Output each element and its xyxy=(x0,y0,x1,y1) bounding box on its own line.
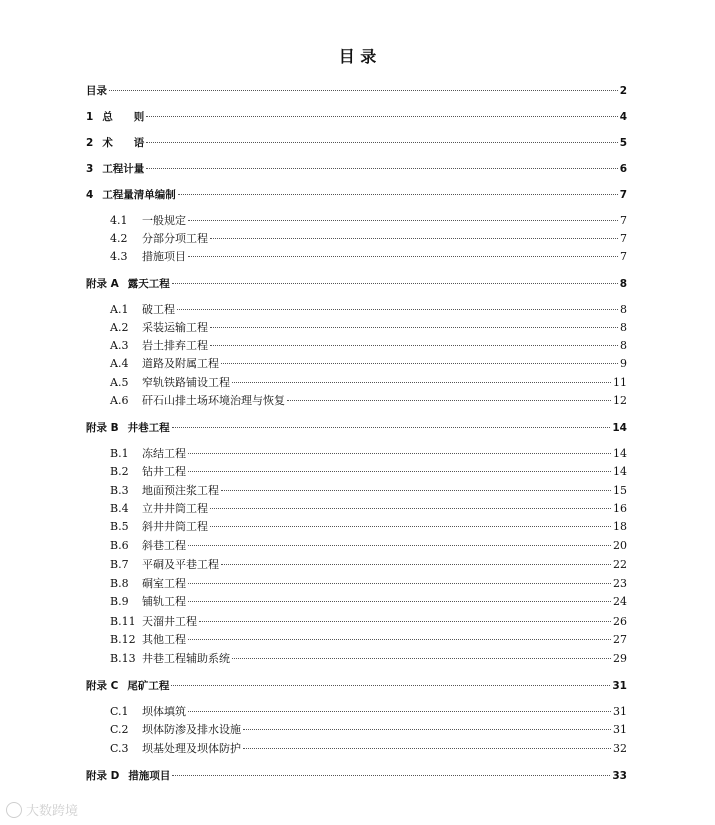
toc-entry-page: 33 xyxy=(612,770,627,782)
toc-entry[interactable] xyxy=(110,741,627,757)
toc-entry-label: 坝体填筑 xyxy=(142,705,186,718)
toc-entry-label: 平硐及平巷工程 xyxy=(142,558,219,571)
toc-entry-number: 附录 A xyxy=(86,278,119,290)
toc-entry-page: 23 xyxy=(613,577,627,590)
toc-entry-page: 4 xyxy=(619,111,627,123)
toc-entry-label: 立井井筒工程 xyxy=(142,502,208,515)
toc-entry-number: B.3 xyxy=(110,484,129,497)
toc-entry-label: 钻井工程 xyxy=(142,465,186,478)
toc-entry[interactable] xyxy=(110,614,627,630)
toc-entry[interactable] xyxy=(110,632,627,648)
toc-entry-page: 14 xyxy=(612,422,627,434)
toc-entry[interactable] xyxy=(110,557,627,573)
toc-entry-label: 铺轨工程 xyxy=(142,595,186,608)
toc-entry-number: B.4 xyxy=(110,502,129,515)
toc-entry-label: 斜巷工程 xyxy=(142,539,186,552)
toc-dot-leader xyxy=(287,399,611,401)
toc-entry[interactable] xyxy=(110,651,627,667)
toc-entry-label: 工程计量 xyxy=(102,163,145,175)
toc-entry-label: 天溜井工程 xyxy=(142,615,197,628)
toc-entry-label: 分部分项工程 xyxy=(142,232,208,245)
toc-entry-page: 29 xyxy=(613,652,627,665)
toc-dot-leader xyxy=(172,282,618,284)
toc-entry-label: 其他工程 xyxy=(142,633,186,646)
toc-dot-leader xyxy=(243,728,611,730)
toc-entry-number: A.6 xyxy=(110,394,129,407)
toc-entry-page: 31 xyxy=(613,705,627,718)
toc-entry-page: 26 xyxy=(613,615,627,628)
toc-entry[interactable] xyxy=(110,249,627,265)
toc-entry-label: 道路及附属工程 xyxy=(142,357,219,370)
toc-entry[interactable] xyxy=(86,161,627,177)
toc-entry-page: 7 xyxy=(620,214,627,227)
toc-entry-number: B.5 xyxy=(110,520,129,533)
toc-entry-number: B.11 xyxy=(110,615,136,628)
toc-dot-leader xyxy=(109,89,618,91)
toc-entry-label: 窄轨铁路铺设工程 xyxy=(142,376,230,389)
watermark xyxy=(6,800,78,819)
toc-entry-label: 采装运输工程 xyxy=(142,321,208,334)
toc-entry[interactable] xyxy=(110,375,627,391)
toc-entry-label: 地面预注浆工程 xyxy=(142,484,219,497)
toc-dot-leader xyxy=(232,381,611,383)
toc-entry[interactable] xyxy=(86,109,627,125)
toc-entry[interactable] xyxy=(86,276,627,292)
toc-entry-page: 12 xyxy=(613,394,627,407)
toc-entry-page: 11 xyxy=(613,376,627,389)
toc-dot-leader xyxy=(188,255,618,257)
toc-entry[interactable] xyxy=(110,501,627,517)
toc-entry-number: C.3 xyxy=(110,742,129,755)
toc-entry[interactable] xyxy=(110,576,627,592)
toc-entry-label: 总 则 xyxy=(102,111,145,123)
toc-dot-leader xyxy=(146,115,617,117)
toc-dot-leader xyxy=(146,141,617,143)
toc-entry-number: A.3 xyxy=(110,339,129,352)
toc-entry-number: B.9 xyxy=(110,595,129,608)
toc-entry-page: 8 xyxy=(619,278,627,290)
toc-entry-number: A.2 xyxy=(110,321,129,334)
toc-entry-label: 岩土排弃工程 xyxy=(142,339,208,352)
toc-entry[interactable] xyxy=(86,420,627,436)
toc-entry[interactable] xyxy=(86,768,627,784)
toc-entry[interactable] xyxy=(110,213,627,229)
toc-entry-number: A.1 xyxy=(110,303,129,316)
toc-entry[interactable] xyxy=(110,538,627,554)
toc-entry[interactable] xyxy=(86,187,627,203)
toc-entry-number: 附录 D xyxy=(86,770,120,782)
toc-entry-label: 矸石山排土场环境治理与恢复 xyxy=(142,394,285,407)
toc-entry-label: 坝体防渗及排水设施 xyxy=(142,723,241,736)
page-title: 目 录 xyxy=(338,47,377,66)
toc-dot-leader xyxy=(188,452,611,454)
toc-entry-page: 2 xyxy=(619,85,627,97)
toc-entry[interactable] xyxy=(110,231,627,247)
toc-entry-page: 31 xyxy=(612,680,627,692)
toc-entry-number: C.1 xyxy=(110,705,129,718)
toc-entry-page: 32 xyxy=(613,742,627,755)
toc-entry-page: 15 xyxy=(613,484,627,497)
toc-entry-page: 24 xyxy=(613,595,627,608)
toc-entry-number: 4.2 xyxy=(110,232,128,245)
toc-entry-number: 4.1 xyxy=(110,214,128,227)
toc-dot-leader xyxy=(221,362,618,364)
toc-entry-label: 井巷工程辅助系统 xyxy=(142,652,230,665)
toc-dot-leader xyxy=(146,167,617,169)
toc-entry-page: 5 xyxy=(619,137,627,149)
toc-dot-leader xyxy=(232,657,611,659)
toc-dot-leader xyxy=(178,193,618,195)
toc-entry-label: 露天工程 xyxy=(127,278,170,290)
toc-entry[interactable] xyxy=(110,338,627,354)
toc-entry[interactable] xyxy=(110,594,627,610)
toc-entry-label: 术 语 xyxy=(102,137,145,149)
toc-entry[interactable] xyxy=(110,483,627,499)
toc-entry-label: 井巷工程 xyxy=(127,422,170,434)
toc-entry[interactable] xyxy=(86,83,627,99)
toc-entry-label: 工程量清单编制 xyxy=(102,189,176,201)
toc-entry-number: 4.3 xyxy=(110,250,128,263)
toc-entry-page: 27 xyxy=(613,633,627,646)
toc-entry-label: 一般规定 xyxy=(142,214,186,227)
toc-dot-leader xyxy=(172,774,610,776)
toc-entry[interactable] xyxy=(110,519,627,535)
toc-dot-leader xyxy=(210,525,611,527)
toc-entry-page: 8 xyxy=(620,303,627,316)
toc-entry-number: B.13 xyxy=(110,652,136,665)
toc-entry-number: B.7 xyxy=(110,558,129,571)
toc-entry-page: 6 xyxy=(619,163,627,175)
toc-dot-leader xyxy=(210,326,618,328)
toc-dot-leader xyxy=(171,684,610,686)
toc-dot-leader xyxy=(210,237,618,239)
toc-dot-leader xyxy=(210,507,611,509)
toc-dot-leader xyxy=(188,582,611,584)
toc-entry[interactable] xyxy=(110,722,627,738)
toc-entry-number: 3 xyxy=(86,163,94,175)
toc-entry-page: 8 xyxy=(620,339,627,352)
toc-entry-page: 20 xyxy=(613,539,627,552)
toc-dot-leader xyxy=(172,426,611,428)
toc-entry-number: A.5 xyxy=(110,376,129,389)
toc-dot-leader xyxy=(221,563,611,565)
toc-entry[interactable] xyxy=(86,678,627,694)
toc-dot-leader xyxy=(199,620,611,622)
toc-entry[interactable] xyxy=(110,704,627,720)
watermark-logo-icon xyxy=(6,802,22,818)
toc-dot-leader xyxy=(177,308,618,310)
toc-entry-number: B.6 xyxy=(110,539,129,552)
toc-entry-number: 4 xyxy=(86,189,94,201)
toc-entry-page: 31 xyxy=(613,723,627,736)
toc-entry[interactable] xyxy=(110,320,627,336)
toc-entry-number: 1 xyxy=(86,111,94,123)
toc-entry-page: 18 xyxy=(613,520,627,533)
toc-entry[interactable] xyxy=(110,446,627,462)
toc-entry-number: 2 xyxy=(86,137,94,149)
toc-dot-leader xyxy=(188,600,611,602)
toc-entry-number: 附录 B xyxy=(86,422,119,434)
toc-entry[interactable] xyxy=(110,356,627,372)
toc-entry-number: B.2 xyxy=(110,465,129,478)
toc-entry-number: A.4 xyxy=(110,357,129,370)
toc-entry-number: C.2 xyxy=(110,723,129,736)
toc-entry-number: B.12 xyxy=(110,633,136,646)
toc-entry-page: 22 xyxy=(613,558,627,571)
toc-entry-page: 8 xyxy=(620,321,627,334)
toc-dot-leader xyxy=(210,344,618,346)
toc-entry[interactable] xyxy=(110,302,627,318)
toc-dot-leader xyxy=(188,219,618,221)
toc-entry[interactable] xyxy=(86,135,627,151)
toc-dot-leader xyxy=(188,710,611,712)
toc-entry[interactable] xyxy=(110,393,627,409)
toc-entry-label: 破工程 xyxy=(142,303,175,316)
toc-entry[interactable] xyxy=(110,464,627,480)
toc-entry-page: 16 xyxy=(613,502,627,515)
toc-entry-page: 9 xyxy=(620,357,627,370)
toc-entry-page: 14 xyxy=(613,447,627,460)
toc-dot-leader xyxy=(188,638,611,640)
toc-entry-page: 7 xyxy=(619,189,627,201)
toc-entry-label: 目录 xyxy=(86,85,107,97)
toc-entry-label: 坝基处理及坝体防护 xyxy=(142,742,241,755)
toc-dot-leader xyxy=(188,470,611,472)
toc-entry-label: 斜井井筒工程 xyxy=(142,520,208,533)
toc-entry-label: 措施项目 xyxy=(128,770,171,782)
toc-entry-number: 附录 C xyxy=(86,680,119,692)
toc-entry-number: B.1 xyxy=(110,447,129,460)
toc-entry-label: 措施项目 xyxy=(142,250,186,263)
toc-entry-label: 硐室工程 xyxy=(142,577,186,590)
toc-dot-leader xyxy=(243,747,611,749)
toc-entry-label: 冻结工程 xyxy=(142,447,186,460)
toc-dot-leader xyxy=(221,489,611,491)
watermark-text: 大数跨境 xyxy=(26,804,79,819)
toc-entry-number: B.8 xyxy=(110,577,129,590)
toc-entry-label: 尾矿工程 xyxy=(127,680,170,692)
toc-entry-page: 7 xyxy=(620,232,627,245)
toc-entry-page: 7 xyxy=(620,250,627,263)
toc-dot-leader xyxy=(188,544,611,546)
toc-entry-page: 14 xyxy=(613,465,627,478)
